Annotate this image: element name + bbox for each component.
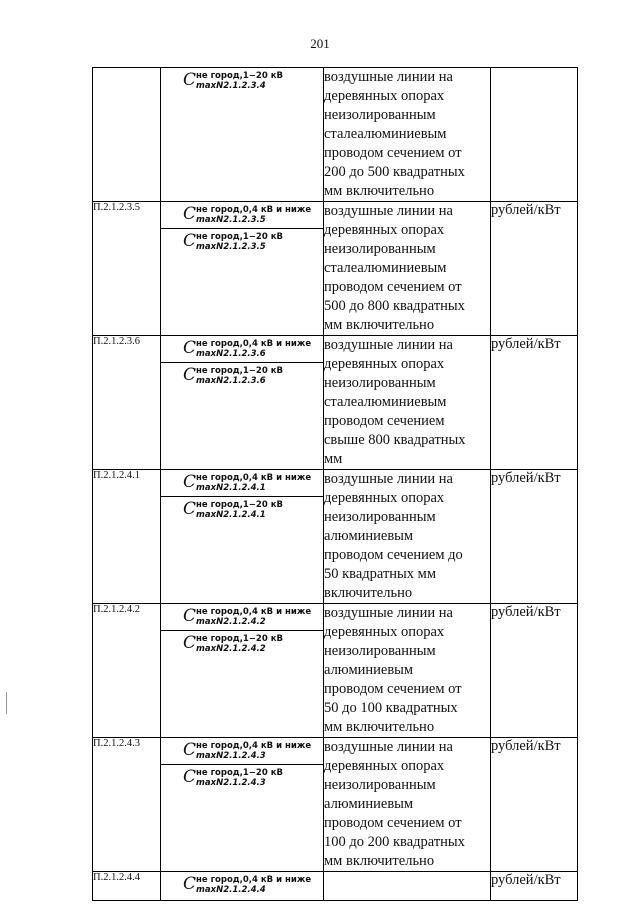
description-line: мм — [324, 451, 343, 467]
formula-subscript: maxN2.1.2.3.5 — [196, 242, 266, 252]
tariff-formula — [161, 362, 323, 389]
unit-cell: рублей/кВт — [491, 336, 578, 470]
description-line: алюминиевым — [324, 528, 414, 544]
rate-symbol: C — [183, 606, 197, 626]
tariff-formula — [161, 228, 323, 255]
description-cell — [324, 336, 491, 470]
tariff-table — [92, 67, 578, 901]
margin-scan-mark — [6, 692, 7, 714]
description-line: проводом сечением от — [324, 145, 462, 161]
tariff-formula — [161, 496, 323, 523]
description-line: неизолированным — [324, 643, 436, 659]
formula-cell — [161, 336, 324, 470]
table-row — [93, 202, 578, 336]
rate-symbol: C — [183, 874, 197, 894]
description-line: деревянных опорах — [324, 758, 445, 774]
rate-symbol: C — [183, 499, 197, 519]
description-line: воздушные линии на — [324, 739, 453, 755]
formula-superscript: не город,1−20 кВ — [196, 366, 283, 376]
description-line: алюминиевым — [324, 796, 414, 812]
description-cell — [324, 872, 491, 901]
formula-subscript: maxN2.1.2.3.6 — [196, 349, 266, 359]
description-cell — [324, 738, 491, 872]
description-line: неизолированным — [324, 375, 436, 391]
item-code: П.2.1.2.4.3 — [93, 738, 161, 872]
formula-subscript: maxN2.1.2.3.6 — [196, 376, 266, 386]
description-line: деревянных опорах — [324, 222, 445, 238]
rate-symbol: C — [183, 70, 197, 90]
formula-superscript: не город,1−20 кВ — [196, 71, 283, 81]
description-line: деревянных опорах — [324, 490, 445, 506]
unit-cell: рублей/кВт — [491, 470, 578, 604]
tariff-formula — [161, 630, 323, 657]
description-line: проводом сечением от — [324, 815, 462, 831]
rate-symbol: C — [183, 740, 197, 760]
tariff-formula — [161, 872, 323, 898]
description-cell — [324, 470, 491, 604]
description-line: воздушные линии на — [324, 337, 453, 353]
description-line: мм включительно — [324, 853, 435, 869]
description-cell — [324, 68, 491, 202]
tariff-formula — [161, 68, 323, 94]
item-code: П.2.1.2.4.1 — [93, 470, 161, 604]
rate-symbol: C — [183, 204, 197, 224]
description-line: мм включительно — [324, 183, 435, 199]
description-line: 100 до 200 квадратных — [324, 834, 465, 850]
description-line: воздушные линии на — [324, 605, 453, 621]
unit-cell: рублей/кВт — [491, 738, 578, 872]
description-line: 500 до 800 квадратных — [324, 298, 465, 314]
description-line: неизолированным — [324, 241, 436, 257]
item-code: П.2.1.2.3.5 — [93, 202, 161, 336]
tariff-formula — [161, 202, 323, 228]
description-line: 50 до 100 квадратных — [324, 700, 458, 716]
table-row — [93, 68, 578, 202]
rate-symbol: C — [183, 365, 197, 385]
formula-subscript: maxN2.1.2.3.5 — [196, 215, 266, 225]
formula-cell — [161, 872, 324, 901]
description-line: свыше 800 квадратных — [324, 432, 466, 448]
description-line: сталеалюминиевым — [324, 260, 447, 276]
item-code — [93, 68, 161, 202]
item-code: П.2.1.2.3.6 — [93, 336, 161, 470]
description-cell — [324, 604, 491, 738]
tariff-formula — [161, 764, 323, 791]
item-code: П.2.1.2.4.2 — [93, 604, 161, 738]
description-line: включительно — [324, 585, 413, 601]
description-line: воздушные линии на — [324, 203, 453, 219]
description-line: 50 квадратных мм — [324, 566, 437, 582]
description-line: неизолированным — [324, 509, 436, 525]
description-line: алюминиевым — [324, 662, 414, 678]
rate-symbol: C — [183, 633, 197, 653]
formula-cell — [161, 202, 324, 336]
description-line: проводом сечением — [324, 413, 445, 429]
formula-cell — [161, 738, 324, 872]
table-row — [93, 470, 578, 604]
formula-superscript: не город,0,4 кВ и ниже — [196, 339, 312, 349]
description-cell — [324, 202, 491, 336]
table-row — [93, 336, 578, 470]
description-line: 200 до 500 квадратных — [324, 164, 465, 180]
unit-cell: рублей/кВт — [491, 604, 578, 738]
table-row — [93, 872, 578, 901]
rate-symbol: C — [183, 338, 197, 358]
page-number: 201 — [310, 36, 330, 51]
unit-cell — [491, 68, 578, 202]
formula-superscript: не город,0,4 кВ и ниже — [196, 473, 312, 483]
rate-symbol: C — [183, 767, 197, 787]
formula-superscript: не город,1−20 кВ — [196, 634, 283, 644]
unit-cell: рублей/кВт — [491, 202, 578, 336]
formula-subscript: maxN2.1.2.4.3 — [196, 751, 266, 761]
description-line: мм включительно — [324, 317, 435, 333]
formula-cell — [161, 470, 324, 604]
formula-superscript: не город,0,4 кВ и ниже — [196, 205, 312, 215]
formula-cell — [161, 604, 324, 738]
formula-subscript: maxN2.1.2.4.1 — [196, 510, 266, 520]
tariff-formula — [161, 604, 323, 630]
tariff-formula — [161, 738, 323, 764]
description-line: воздушные линии на — [324, 69, 453, 85]
formula-superscript: не город,0,4 кВ и ниже — [196, 607, 312, 617]
tariff-formula — [161, 470, 323, 496]
formula-subscript: maxN2.1.2.4.2 — [196, 617, 266, 627]
description-line: сталеалюминиевым — [324, 126, 447, 142]
rate-symbol: C — [183, 231, 197, 251]
rate-symbol: C — [183, 472, 197, 492]
formula-subscript: maxN2.1.2.4.2 — [196, 644, 266, 654]
description-line: сталеалюминиевым — [324, 394, 447, 410]
table-row — [93, 604, 578, 738]
formula-superscript: не город,0,4 кВ и ниже — [196, 741, 312, 751]
description-line: воздушные линии на — [324, 471, 453, 487]
description-line: деревянных опорах — [324, 88, 445, 104]
item-code: П.2.1.2.4.4 — [93, 872, 161, 901]
description-line: проводом сечением до — [324, 547, 463, 563]
formula-superscript: не город,1−20 кВ — [196, 232, 283, 242]
formula-subscript: maxN2.1.2.4.1 — [196, 483, 266, 493]
description-line: деревянных опорах — [324, 624, 445, 640]
description-line: неизолированным — [324, 777, 436, 793]
table-row — [93, 738, 578, 872]
description-line: неизолированным — [324, 107, 436, 123]
tariff-formula — [161, 336, 323, 362]
description-line: мм включительно — [324, 719, 435, 735]
unit-cell: рублей/кВт — [491, 872, 578, 901]
formula-cell — [161, 68, 324, 202]
description-line: проводом сечением от — [324, 681, 462, 697]
formula-subscript: maxN2.1.2.4.4 — [196, 885, 266, 895]
description-line: деревянных опорах — [324, 356, 445, 372]
formula-superscript: не город,0,4 кВ и ниже — [196, 875, 312, 885]
formula-superscript: не город,1−20 кВ — [196, 768, 283, 778]
formula-subscript: maxN2.1.2.4.3 — [196, 778, 266, 788]
formula-subscript: maxN2.1.2.3.4 — [196, 81, 266, 91]
formula-superscript: не город,1−20 кВ — [196, 500, 283, 510]
description-line: проводом сечением от — [324, 279, 462, 295]
